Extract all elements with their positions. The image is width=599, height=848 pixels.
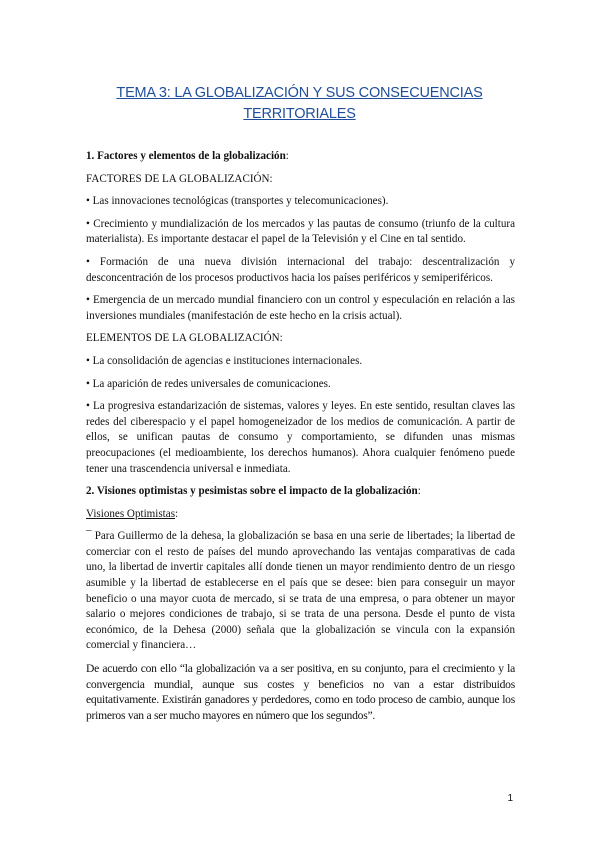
elemento-item: • La consolidación de agencias e instituciones internacionales.	[86, 354, 363, 367]
dehesa-paragraph: ¯ Para Guillermo de la dehesa, la globalización se basa en una serie de libertades; la libertad de comerciar con el resto de países del mundo aprovechando las ventajas comparativas de cada uno, la libertad de invertir capitales allí donde tienen un mayor rendimiento dentro de un riesgo asumible y la libertad de establecerse en el país que se desee: bien para conseguir un mayor beneficio o una mayor cuota de mercado, si se trata de una empresa, o para obtener un mayor salario o mejores condiciones de trabajo, si se trata de una persona. Desde el punto de vista económico, de la Dehesa (2000) señala que la globalización se vincula con la expansión comercial y financiera…	[86, 530, 515, 652]
section-2-heading-text: 2. Visiones optimistas y pesimistas sobre el impacto de la globalización	[86, 485, 418, 498]
factores-title: FACTORES DE LA GLOBALIZACIÓN:	[86, 172, 273, 185]
factor-item: • Crecimiento y mundialización de los mercados y las pautas de consumo (triunfo de la cultura materialista). Es importante destacar el papel de la Televisión y el Cine en tal sentido.	[86, 217, 515, 246]
document-body	[86, 149, 515, 730]
dehesa-quote: De acuerdo con ello “la globalización va a ser positiva, en su conjunto, para el crecimiento y la convergencia mundial, aunque sus costes y beneficios no van a estar distribuidos equitativamente. Existirán ganadores y perdedores, como en todo proceso de cambio, aunque los primeros van a ser mucho mayores en número que los segundos”.	[86, 662, 515, 722]
elementos-title: ELEMENTOS DE LA GLOBALIZACIÓN:	[86, 332, 283, 345]
factor-item: • Las innovaciones tecnológicas (transportes y telecomunicaciones).	[86, 195, 389, 208]
factor-item: • Emergencia de un mercado mundial financiero con un control y especulación en relación a las inversiones mundiales (manifestación de este hecho en la crisis actual).	[86, 294, 515, 322]
elemento-item: • La progresiva estandarización de sistemas, valores y leyes. En este sentido, resultan claves las redes del ciberespacio y el papel homogeneizador de los medios de comunicación. A partir de ellos, se unifican pautas de consumo y comportamiento, se difunden unas mismas preocupaciones (el medioambiente, los derechos humanos). Ahora cualquier fenómeno puede tener una trascendencia universal e inmediata.	[86, 400, 515, 475]
section-1-heading	[86, 149, 515, 165]
page-title: TEMA 3: LA GLOBALIZACIÓN Y SUS CONSECUENCIAS TERRITORIALES	[116, 85, 483, 122]
section-2-heading-suffix: :	[417, 485, 421, 498]
optimistas-subheading-suffix: :	[175, 507, 179, 520]
section-1-heading-suffix: :	[285, 150, 289, 162]
page-number: 1	[507, 793, 513, 804]
factor-item: • Formación de una nueva división internacional del trabajo: descentralización y desconcentración de los procesos productivos hacia los países periféricos y semiperiféricos.	[86, 255, 515, 284]
section-2-heading	[86, 484, 515, 500]
optimistas-subheading-text: Visiones Optimistas	[86, 507, 176, 520]
section-1-heading-text: 1. Factores y elementos de la globalización	[86, 150, 286, 162]
optimistas-subheading	[86, 507, 515, 523]
elemento-item: • La aparición de redes universales de comunicaciones.	[86, 377, 331, 390]
